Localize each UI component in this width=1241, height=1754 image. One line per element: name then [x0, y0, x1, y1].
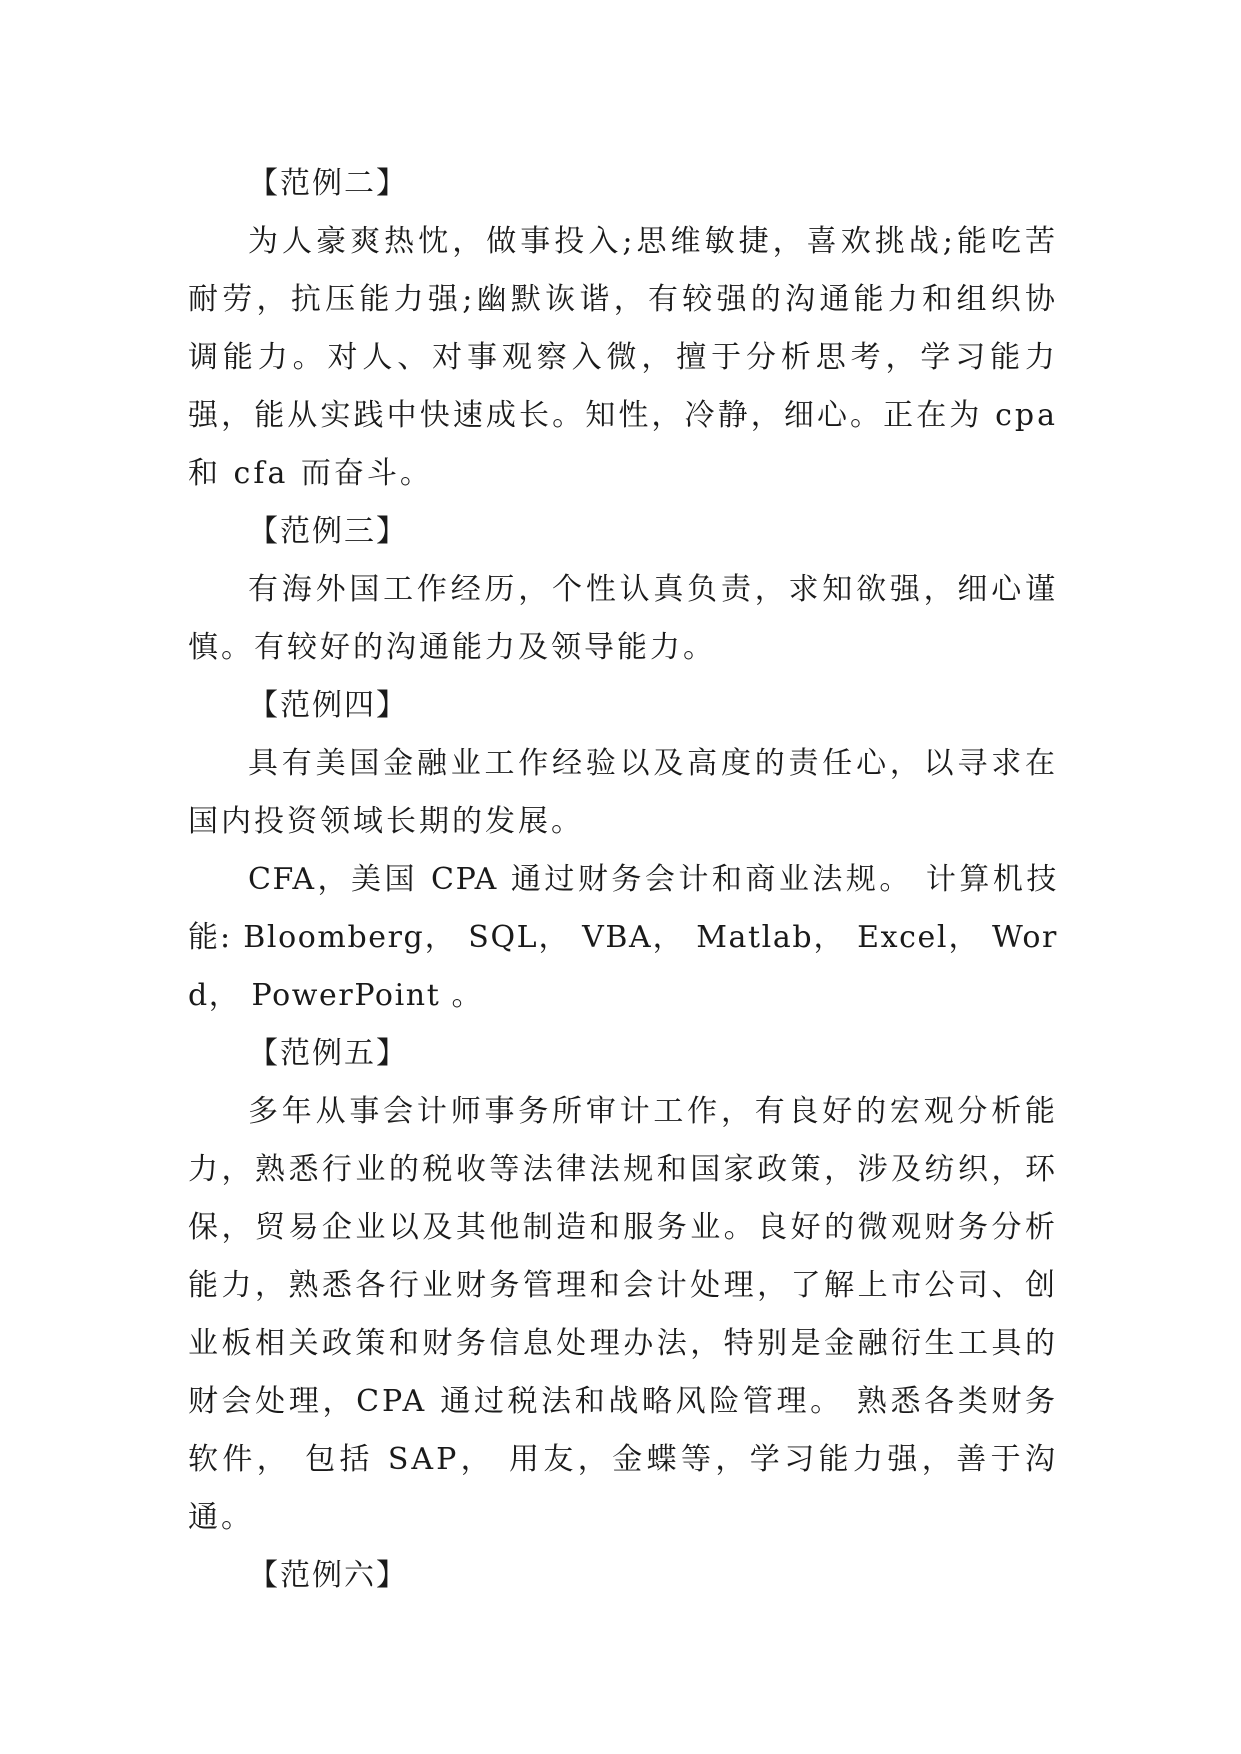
paragraph-example-5: 多年从事会计师事务所审计工作，有良好的宏观分析能力，熟悉行业的税收等法律法规和国家政策，涉及纺织，环保，贸易企业以及其他制造和服务业。良好的微观财务分析能力，熟悉各行业财务管理和会计处理，了解上市公司、创业板相关政策和财务信息处理办法，特别是金融衍生工具的财会处理，CPA 通过税法和战略风险管理。 熟悉各类财务软件， 包括 SAP， 用友，金蝶等，学习能力强，善于沟通。 — [188, 1094, 1058, 1535]
paragraph-example-4-experience: 具有美国金融业工作经验以及高度的责任心，以寻求在国内投资领域长期的发展。 — [188, 746, 1058, 839]
paragraph-example-3: 有海外国工作经历，个性认真负责，求知欲强，细心谨慎。有较好的沟通能力及领导能力。 — [188, 572, 1058, 665]
section-heading-example-6: 【范例六】 — [248, 1558, 408, 1593]
section-heading-example-4: 【范例四】 — [248, 688, 408, 723]
paragraph-example-2: 为人豪爽热忱，做事投入;思维敏捷，喜欢挑战;能吃苦耐劳，抗压能力强;幽默诙谐，有较强的沟通能力和组织协调能力。对人、对事观察入微，擅于分析思考，学习能力强，能从实践中快速成长。知性，冷静，细心。正在为 cpa 和 cfa 而奋斗。 — [188, 224, 1058, 491]
paragraph-example-4-skills: CFA，美国 CPA 通过财务会计和商业法规。 计算机技能: Bloomberg， SQL， VBA， Matlab， Excel， Word， PowerPoint 。 — [188, 862, 1058, 1013]
document-body — [188, 155, 1058, 1605]
section-heading-example-2: 【范例二】 — [248, 166, 408, 201]
section-heading-example-3: 【范例三】 — [248, 514, 408, 549]
section-heading-example-5: 【范例五】 — [248, 1036, 408, 1071]
